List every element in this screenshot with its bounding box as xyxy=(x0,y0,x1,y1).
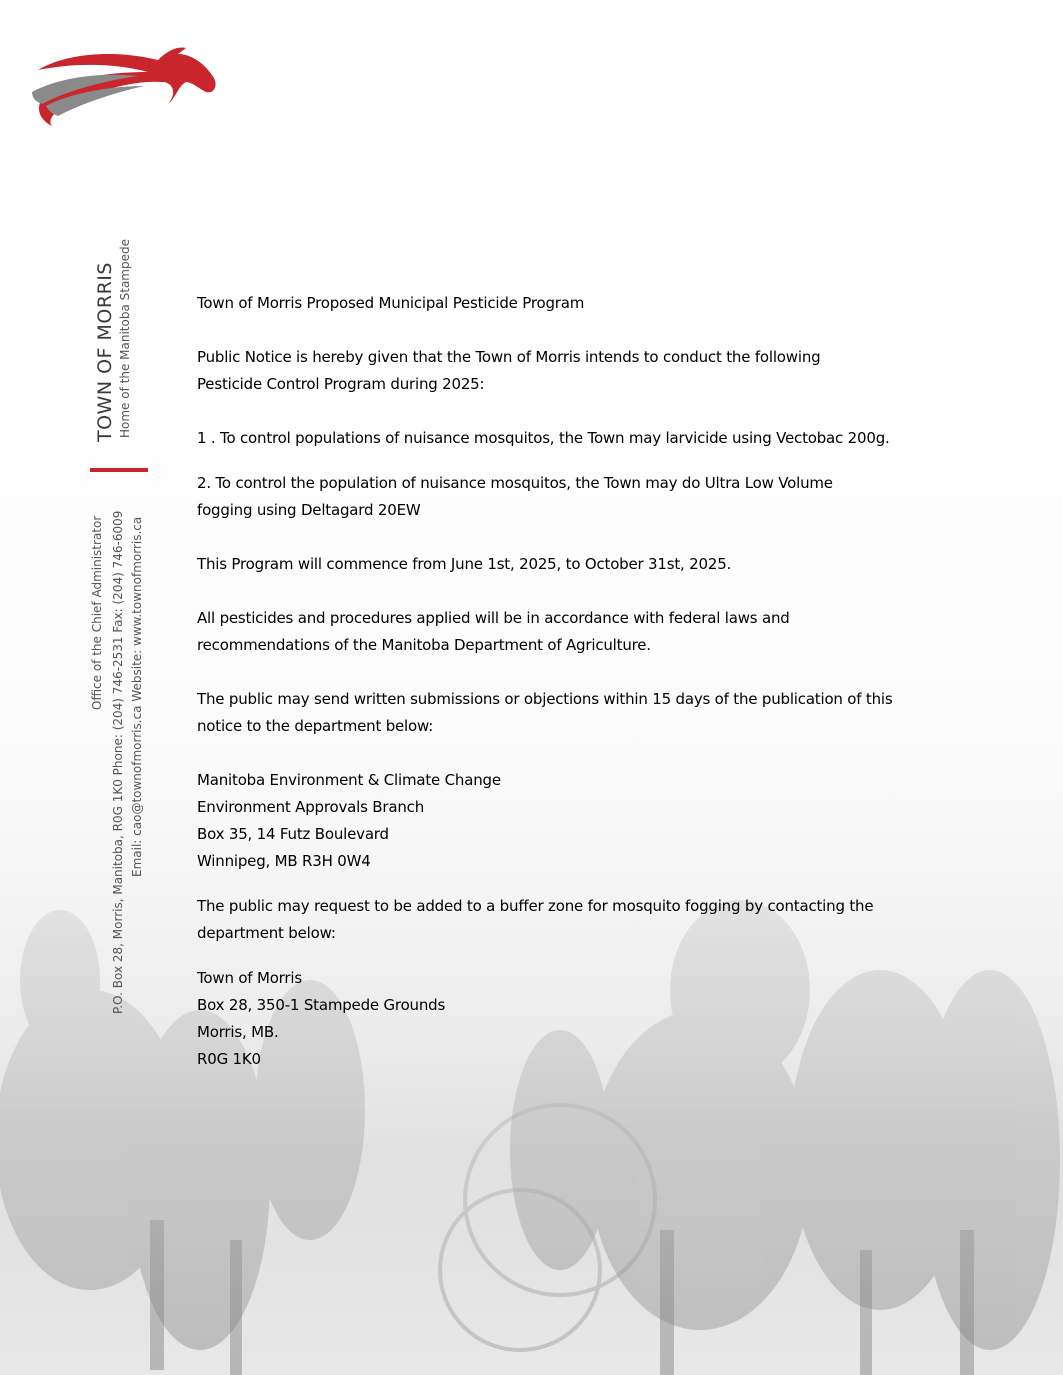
letterhead-sidebar xyxy=(80,225,152,1025)
intro-line-1: Public Notice is hereby given that the Town of Morris intends to conduct the following xyxy=(197,348,821,366)
town-address-line: Morris, MB. xyxy=(197,1023,279,1041)
office-title: Office of the Chief Administrator xyxy=(90,515,104,710)
accent-divider xyxy=(90,468,148,472)
email-website-line: Email: cao@townofmorris.ca Website: www.townofmorris.ca xyxy=(130,516,144,877)
dept-address-line: Box 35, 14 Futz Boulevard xyxy=(197,825,389,843)
dept-address-line: Manitoba Environment & Climate Change xyxy=(197,771,501,789)
dept-address-line: Environment Approvals Branch xyxy=(197,798,424,816)
town-address-line: R0G 1K0 xyxy=(197,1050,261,1068)
submissions-line-2: notice to the department below: xyxy=(197,717,434,735)
program-item-1: 1 . To control populations of nuisance mosquitos, the Town may larvicide using Vectobac 200g. xyxy=(197,429,890,447)
compliance-line-2: recommendations of the Manitoba Department of Agriculture. xyxy=(197,636,651,654)
buffer-line-2: department below: xyxy=(197,924,336,942)
dept-address-line: Winnipeg, MB R3H 0W4 xyxy=(197,852,371,870)
notice-body xyxy=(197,290,957,1073)
program-item-2-line-1: 2. To control the population of nuisance mosquitos, the Town may do Ultra Low Volume xyxy=(197,474,833,492)
buffer-line-1: The public may request to be added to a buffer zone for mosquito fogging by contacting the xyxy=(197,897,874,915)
town-logo xyxy=(28,42,224,130)
program-schedule: This Program will commence from June 1st, 2025, to October 31st, 2025. xyxy=(197,555,732,573)
town-address-line: Town of Morris xyxy=(197,969,302,987)
notice-title: Town of Morris Proposed Municipal Pesticide Program xyxy=(197,294,585,312)
intro-line-2: Pesticide Control Program during 2025: xyxy=(197,375,485,393)
compliance-line-1: All pesticides and procedures applied will be in accordance with federal laws and xyxy=(197,609,790,627)
program-item-2-line-2: fogging using Deltagard 20EW xyxy=(197,501,421,519)
submissions-line-1: The public may send written submissions or objections within 15 days of the publication of this xyxy=(197,690,893,708)
town-tagline: Home of the Manitoba Stampede xyxy=(118,239,132,438)
town-address-line: Box 28, 350-1 Stampede Grounds xyxy=(197,996,446,1014)
address-phone-line: P.O. Box 28, Morris, Manitoba, R0G 1K0 Phone: (204) 746-2531 Fax: (204) 746-6009 xyxy=(111,510,125,1014)
town-name: TOWN OF MORRIS xyxy=(94,262,116,442)
